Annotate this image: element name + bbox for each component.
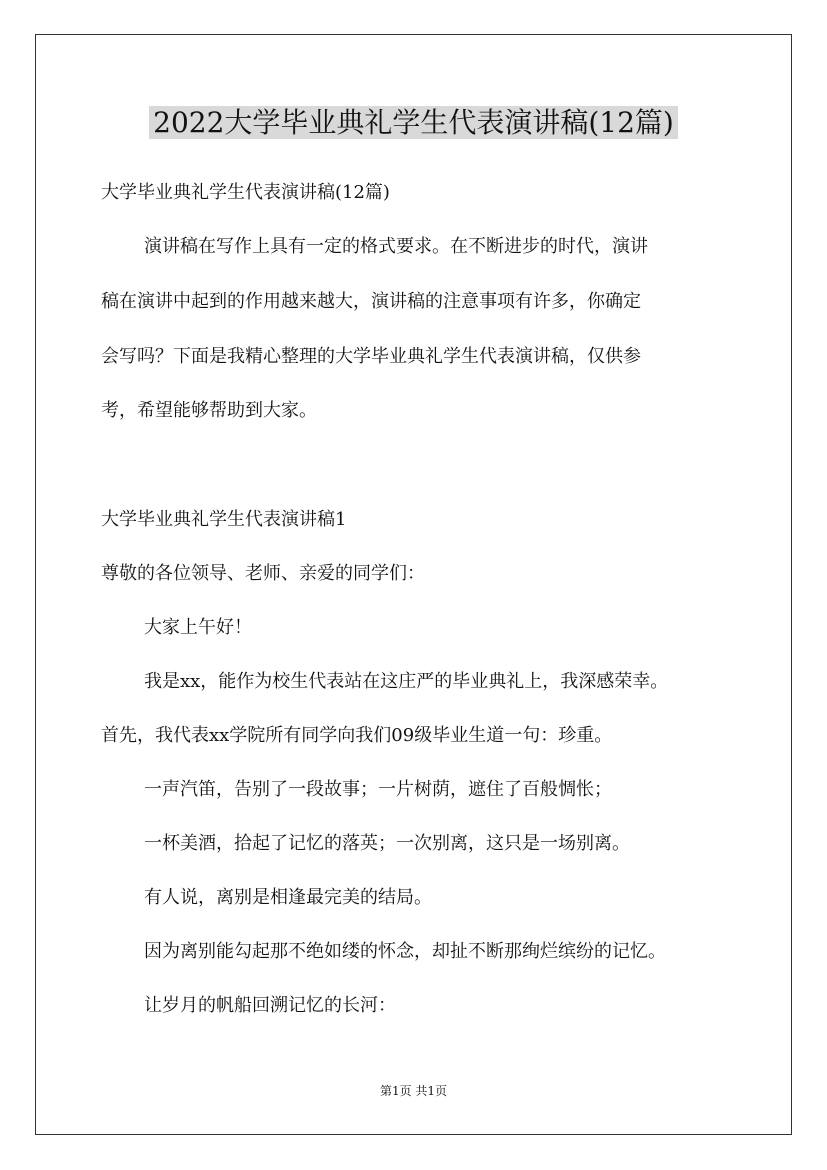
intro-line: 会写吗？下面是我精心整理的大学毕业典礼学生代表演讲稿，仅供参 xyxy=(101,346,641,367)
paragraph: 一杯美酒，拾起了记忆的落英；一次别离，这只是一场别离。 xyxy=(144,833,630,854)
section-heading: 大学毕业典礼学生代表演讲稿1 xyxy=(101,509,347,530)
intro-line: 演讲稿在写作上具有一定的格式要求。在不断进步的时代，演讲 xyxy=(144,236,648,257)
document-title-text: 2022大学毕业典礼学生代表演讲稿(12篇) xyxy=(149,106,678,139)
page-footer: 第1页 共1页 xyxy=(379,1084,448,1098)
paragraph: 因为离别能勾起那不绝如缕的怀念，却扯不断那绚烂缤纷的记忆。 xyxy=(144,941,666,962)
intro-line: 稿在演讲中起到的作用越来越大，演讲稿的注意事项有许多，你确定 xyxy=(101,291,641,312)
salutation: 尊敬的各位领导、老师、亲爱的同学们： xyxy=(101,563,425,584)
paragraph: 让岁月的帆船回溯记忆的长河： xyxy=(144,995,396,1016)
intro-line: 考，希望能够帮助到大家。 xyxy=(101,400,317,421)
paragraph: 首先，我代表xx学院所有同学向我们09级毕业生道一句：珍重。 xyxy=(101,725,613,746)
paragraph: 有人说，离别是相逢最完美的结局。 xyxy=(144,887,432,908)
paragraph: 我是xx，能作为校生代表站在这庄严的毕业典礼上，我深感荣幸。 xyxy=(144,671,669,692)
document-subtitle: 大学毕业典礼学生代表演讲稿(12篇) xyxy=(101,182,390,203)
paragraph: 一声汽笛，告别了一段故事；一片树荫，遮住了百般惆怅； xyxy=(144,779,612,800)
document-title xyxy=(0,101,827,145)
paragraph: 大家上午好！ xyxy=(144,617,252,638)
